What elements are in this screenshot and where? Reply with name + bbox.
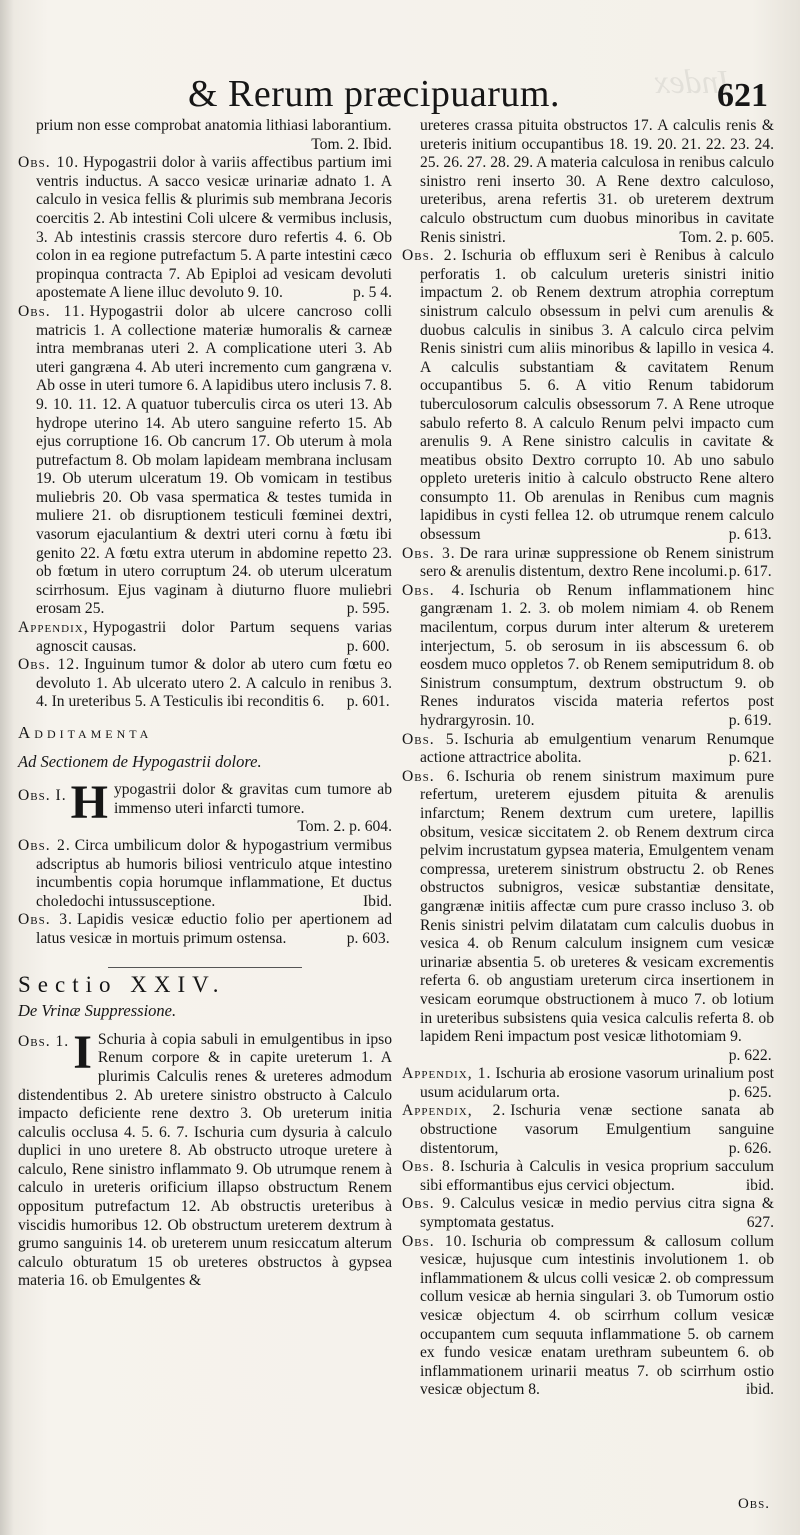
observation-label: Obs. 11. (18, 302, 86, 320)
entry-text: Hypogastrii dolor Partum sequens varias agnoscit causas. (36, 619, 392, 655)
running-title: & Rerum præcipuarum. (188, 73, 560, 115)
index-entry (402, 768, 774, 1066)
index-entry (402, 1158, 774, 1195)
index-entry (402, 1233, 774, 1400)
page-reference: p. 625. (728, 1083, 772, 1101)
entry-text: Ischuria ab erosione vasorum urinalium post usum acidularum orta. (420, 1065, 774, 1101)
additamenta-heading: Additamenta (18, 723, 153, 742)
entry-text: ypogastrii dolor & gravitas cum tumore ab immenso uteri infarcti tumore. (113, 781, 392, 817)
index-entry (18, 154, 392, 303)
page-reference: p. 619. (728, 712, 772, 729)
additamenta-subheading: Ad Sectionem de Hypogastrii dolore. (18, 751, 262, 771)
observation-label: Obs. 10. (402, 1232, 468, 1250)
entry-text: Ischuria ob compressum & callosum collum vesicæ, hujusque cum intestinis involutionem 1. ob inflammationem & ulcus colli vesicæ 2. ob compressum collum vesicæ ab hernia singulari 3. ob Tumorum ostio vesicæ objectum 4. ob scirrhum collum vesicæ occupantem cum sequuta inflammatione 5. ob carnem ex fundo vesicæ enatam urethram subeuntem 6. ob inflammationem urinarii meatus 7. ob scirrhum ostio vesicæ objectum 8. (420, 1232, 774, 1399)
entry-text: Schuria à copia sabuli in emulgentibus in ipso Renum corpore & in capite ureterum 1. A plurimis Calculis renes & ureteres admodum distendentibus 2. Ab uretere sinistro obstructo à Calculo impacto deficiente rene dextro 3. Ob ureterum initia calculis occlusa 4. 5. 6. 7. Ischuria cum dysuria à calculo duplici in uno uretere 8. Ab obstructo utroque uretere à calculo, Rene sinistro inflammato 9. Ob utrumque renem à calculo in ureteris orificium illapso obstructum Renem oppositum putrefactum 12. Ab obstructis ureteribus à viscidis humoribus 12. Ob obstructum ureterem dextrum à grumo sanguinis 14. ob ureterem unum resiccatum alterum calculo obturatum 15 ob ureteres obstructos à gypsea materia 16. ob Emulgentes & (18, 1030, 392, 1290)
section-title: Sectio XXIV. (18, 971, 226, 997)
page-reference: p. 601. (346, 693, 390, 711)
index-entry (18, 837, 392, 911)
page-reference: p. 617. (728, 563, 772, 581)
observation-label: Obs. 4. (402, 581, 466, 599)
index-entry (18, 911, 392, 948)
observation-label: Obs. I. (18, 787, 67, 805)
entry-text: De rara urinæ suppressione ob Renem sinistrum sero & arenulis distentum, dextro Rene incolumi. (420, 544, 774, 581)
entry-text: Inguinum tumor & dolor ab utero cum fœtu eo devoluto 1. Ab ulcerato utero 2. A calculo in renibus 3. 4. In ureteribus 5. A Testiculis ibi reconditis 6. (36, 656, 392, 711)
appendix-label: Appendix, 2. (402, 1102, 507, 1120)
entry-text: Ischuria ob renem sinistrum maximum pure refertum, ureterem ejusdem pituita & arenulis infarctum; Renem dextrum cum uretere, lapillis obsitum, vesicæ siccitatem 2. ob Renem dextrum circa pelvim incrustatum gypsea materia, Emulgentem venam compressa, ureterem sinistrum obstructu 2. ob Renes obstructos subnigros, vesicæ substantiæ densitate, gangrænæ initiis affectæ cum pure crasso incluso 3. ob Renis sinistri pelvim dilatatam cum calculis duobus in vesica 4. ob Renum calculum insignem cum vesicæ urinariæ absentia 5. ob ureteres & vesicam excrementis referta 6. ob angustiam ureterum circa insertionem in vesicam eorumque obstructionem à muco 7. ob lotium in ureteribus subsistens quia vesica calculis referta 8. ob lapidem Reni impactum post vesicæ lithotomiam 9. (420, 767, 774, 1046)
page-reference: Tom. 2. p. 605. (679, 228, 774, 246)
observation-label: Obs. 6. (402, 767, 461, 785)
page-reference: p. 603. (346, 929, 390, 947)
observation-label: Obs. 2. (402, 247, 458, 265)
index-entry (402, 731, 774, 768)
page-reference: Ibid. (362, 892, 392, 910)
entry-continuation (18, 117, 392, 154)
page-reference: p. 613. (728, 526, 772, 544)
index-entry (18, 619, 392, 656)
section-divider (108, 967, 302, 968)
entry-text: Ischuria ab emulgentium venarum Renumque actione attractrice abolita. (420, 730, 774, 767)
observation-label: Obs. 1. (18, 1032, 70, 1050)
drop-capital: I (73, 1025, 92, 1079)
index-entry (402, 1065, 774, 1102)
gutter-shadow (0, 0, 14, 1535)
section-subtitle: De Vrinæ Suppressione. (18, 1001, 177, 1021)
entry-text: Hypogastrii dolor ab ulcere cancroso colli matricis 1. A collectione materiæ humoralis & carneæ intra membranas uteri 2. A complicatione uteri 3. Ab uteri gangræna 4. Ab uteri incremento cum gangræna v. Ab osse in uteri tumore 6. A lapidibus utero inclusis 7. 8. 9. 10. 11. 12. A quatuor tuberculis circa os uteri 13. Ab hydrope uterino 14. Ab utero sanguine referto 15. Ab ejus corruptione 16. Ob cancrum 17. Ob uterum à mola putrefactum 8. Ob molam lapideam membrana inclusam 19. Ob uterum ulceratum 19. Ob vomicam in testibus muliebris 20. Ob vasa spermatica & testes tumida in muliere 21. ob disruptionem testiculi fœminei dextri, vasorum ejaculantium & dextri uteri cornu à fœtu ibi genito 22. A fœtu extra uterum in abdomine repetto 23. ob fœtum in utero corruptum 24. ob uterum ulceratum scirrhosum. Ejus vaginam à diuturno fluore muliebri erosam 25. (36, 302, 392, 618)
index-entry (402, 582, 774, 731)
entry-text: Ischuria ob Renum inflammationem hinc gangrænam 1. 2. 3. ob molem nimiam 4. ob Renem macilentum, corpus durum inter alterum & ureterem interjectum, 5. ob serosum in iis abscessum 6. ob eosdem muco oppletos 7. ob Renem semiputridum 8. ob Sinistrum consumptum, dextrum obstructum 9. ob Renes induratos viscida materia refertos post hydrargyrosin. 10. (420, 581, 774, 729)
appendix-label: Appendix, 1. (402, 1065, 492, 1083)
page-reference: p. 622. (728, 1046, 772, 1064)
index-entry (18, 776, 392, 837)
page-reference: p. 600. (346, 637, 390, 655)
index-entry (402, 247, 774, 545)
entry-text: Ischuria venæ sectione sanata ab obstructione vasorum Emulgentium sanguine distentorum, (420, 1102, 774, 1157)
page-reference: p. 5 4. (353, 284, 392, 302)
entry-text: Lapidis vesicæ eductio folio per apertionem ad latus vesicæ in mortuis primum ostensa. (36, 911, 392, 947)
drop-capital: H (70, 776, 108, 830)
entry-text: Ischuria ob effluxum seri è Renibus à calculo perforatis 1. ob calculum ureteris sinistri initio impactum 2. ob Renem dextrum atrophia correptum sinistrum calculo obsessum in pelvi cum arenulis & duobus calculis in sinibus 3. A calculo circa pelvim Renis sinistri cum aliis minoribus & lapillo in vesica 4. A calculis substantiam & cavitatem Renum occupantibus 5. 6. A vitio Renum tabidorum tuberculosorum calculis obsessorum 7. A Rene utroque sabulo referto 8. A calculo Renum pelvi impacto cum arenulis 9. A Rene sinistro calculis in cavitate & meatibus obsito Dextro corrupto 10. Ab uno sabulo oppleto ureteris initio à calculo obstructo Rene altero consumpto 11. Ob arenulas in Renibus cum magnis lapidibus in cysti fellea 12. ob utrumque renem calculo obsessum (420, 247, 774, 544)
entry-text: ureteres crassa pituita obstructos 17. A calculis renis & ureteris initium occupantibus 18. 19. 20. 21. 22. 23. 24. 25. 26. 27. 28. 29. A materia calculosa in renibus calculo sinistro reni inserto 30. A Rene dextro calculoso, ureteribus, arena refertis 31. ob ureterem dextrum calculo obstructum cum duobus minoribus in cavitate Renis sinistri. (420, 117, 774, 246)
index-entry (18, 1025, 392, 1291)
page-reference: p. 626. (728, 1139, 772, 1157)
entry-text: prium non esse comprobat anatomia lithiasi laborantium. (36, 117, 392, 134)
observation-label: Obs. 5. (402, 730, 460, 748)
page-reference: Tom. 2. Ibid. (311, 135, 392, 153)
index-entry (402, 1195, 774, 1232)
observation-label: Obs. 2. (18, 836, 71, 854)
entry-text: Calculus vesicæ in medio pervius citra signa & symptomata gestatus. (420, 1195, 774, 1232)
page-reference: 627. (746, 1214, 774, 1232)
page-header (0, 72, 800, 116)
index-entry (18, 303, 392, 619)
observation-label: Obs. 3. (402, 544, 456, 562)
page-reference: ibid. (745, 1381, 774, 1399)
catchword: Obs. (737, 1496, 770, 1512)
entry-text: Hypogastrii dolor à variis affectibus partium imi ventris inductus. A sacco vesicæ urinariæ adnato 1. A calculo in vesica fellis & plurimis sub membrana Jecoris coercitis 2. Ab intestini Coli ulcere & vermibus inclusis, 3. Ab intestinis crassis stercore duro refertis 4. 6. Ob colon in ea regione putrefactum 5. A parte intestini cæco propinqua contracta 7. Ab Epiploi ad vesicam devoluti apostemate A liene illuc devoluto 9. 10. (36, 154, 392, 302)
appendix-label: Appendix, (18, 619, 89, 637)
observation-label: Obs. 8. (402, 1158, 456, 1176)
page-reference: p. 595. (346, 600, 390, 618)
observation-label: Obs. 10. (18, 154, 80, 172)
observation-label: Obs. 3. (18, 911, 73, 929)
left-column (18, 117, 392, 1291)
page-reference: p. 621. (728, 749, 772, 767)
index-entry (402, 1102, 774, 1158)
show-through-text: Index (654, 64, 730, 101)
entry-text: Circa umbilicum dolor & hypogastrium vermibus adscriptus ab humoris biliosi ventriculo atque intestino incumbentis copia horumque inflammatione, Et ductus choledochi intussusceptione. (36, 836, 392, 910)
right-column (402, 117, 774, 1400)
observation-label: Obs. 9. (402, 1195, 457, 1213)
observation-label: Obs. 12. (18, 656, 81, 674)
page-number: 621 (717, 77, 768, 114)
page-reference: Tom. 2. p. 604. (297, 818, 392, 836)
entry-text: Ischuria à Calculis in vesica proprium sacculum sibi efformantibus ejus cervici objectum. (420, 1158, 774, 1194)
index-entry (18, 656, 392, 712)
page-reference: ibid. (745, 1176, 774, 1194)
entry-continuation (402, 117, 774, 247)
index-entry (402, 545, 774, 582)
